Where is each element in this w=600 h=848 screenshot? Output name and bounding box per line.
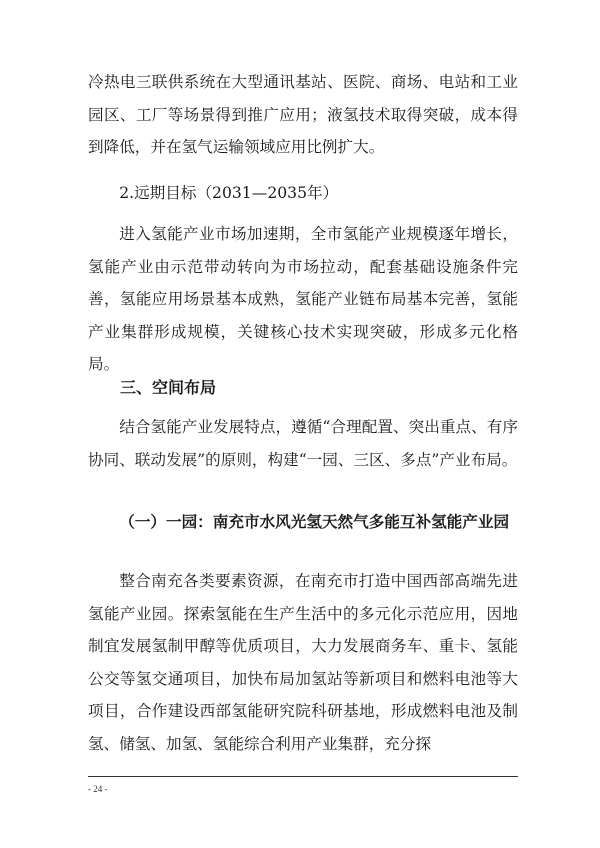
section-title-spatial-layout: 三、空间布局 [120,378,217,397]
paragraph-layout-principles: 结合氢能产业发展特点，遵循“合理配置、突出重点、有序协同、联动发展”的原则，构建“一园、三区、多点”产业布局。 [88,418,518,469]
footer-divider [88,776,518,777]
paragraph-long-term-goal: 进入氢能产业市场加速期，全市氢能产业规模逐年增长，氢能产业由示范带动转向为市场拉动，配套基础设施条件完善，氢能应用场景基本成熟，氢能产业链布局基本完善，氢能产业集群形成规模，关键核心技术实现突破，形成多元化格局。 [88,225,518,373]
paragraph-industrial-park: 整合南充各类要素资源，在南充市打造中国西部高端先进氢能产业园。探索氢能在生产生活中的多元化示范应用，因地制宜发展氢制甲醇等优质项目，大力发展商务车、重卡、氢能公交等氢交通项目，加快布局加氢站等新项目和燃料电池等大项目，合作建设西部氢能研究院科研基地，形成燃料电池及制氢、储氢、加氢、氢能综合利用产业集群，充分探 [88,572,518,753]
heading-long-term-goal: 2.远期目标（2031—2035年） [119,184,339,202]
page-number: - 24 - [88,784,108,794]
paragraph-application-scenarios: 冷热电三联供系统在大型通讯基站、医院、商场、电站和工业园区、工厂等场景得到推广应用；液氢技术取得突破，成本得到降低，并在氢气运输领域应用比例扩大。 [88,73,518,156]
subsection-title-industrial-park: （一）一园：南充市水风光氢天然气多能互补氢能产业园 [119,512,510,531]
